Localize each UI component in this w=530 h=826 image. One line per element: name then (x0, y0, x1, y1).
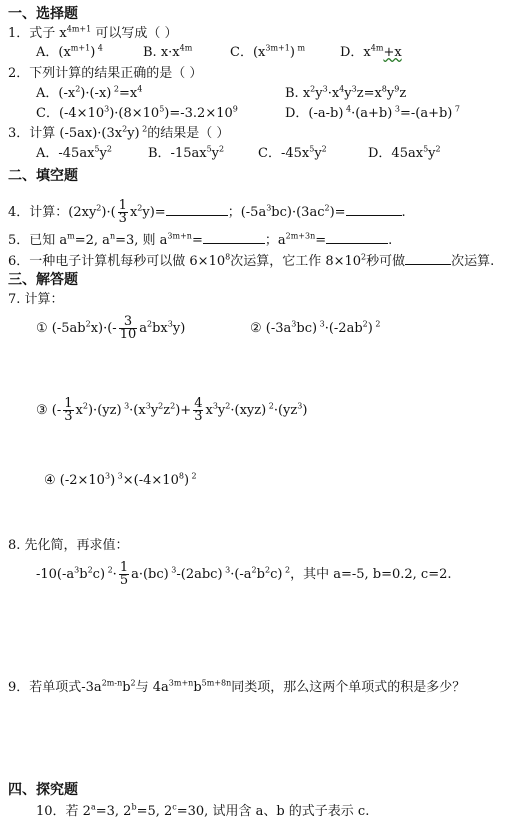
q2-option-c: C．$(-4\times 10^3)\cdot(8\times 10^5)=-3.2\times 10^9$ (36, 104, 238, 121)
q10-text: 10．若 $2^a=3$, $2^b=5$, $2^c=30$, 试用含 a、b 的式子表示 c. (36, 802, 370, 819)
q1-stem: 1．式子 $x^{4m+1}$ 可以写成（ ） (8, 24, 178, 41)
q2-stem: 2．下列计算的结果正确的是（ ） (8, 66, 203, 81)
q4-answer-blank-1[interactable] (166, 203, 228, 216)
q1-option-b: B. $x\cdot x^{4m}$ (143, 43, 193, 60)
q3-option-c: C．$-45x^5y^2$ (258, 144, 327, 161)
q7-stem: 7. 计算： (8, 292, 64, 307)
q6-answer-blank[interactable] (405, 252, 451, 265)
q2-option-b: B. $x^2y^3\cdot x^4y^3z=x^8y^9z$ (285, 84, 407, 101)
q3-stem: 3．计算 $(-5ax)\cdot(3x^2y)$ $^2$的结果是（ ） (8, 124, 230, 141)
section-heading-fill-in: 二、填空题 (8, 168, 78, 184)
q1-option-a: A．$(x^{m+1})$ $^4$ (36, 43, 103, 60)
q2-option-d: D．(-a-b) $^4$·(a+b) $^3$=-(a+b) $^7$ (285, 104, 461, 121)
q3-option-d: D．$45ax^5y^2$ (368, 144, 441, 161)
section-heading-explore: 四、探究题 (8, 782, 78, 798)
q7-part-4: ④ $(-2\times 10^3)$ $^3\times(-4\times 10^8)$ $^2$ (44, 471, 197, 488)
q3-option-b: B．$-15ax^5y^2$ (148, 144, 225, 161)
q1-option-c: C．$(x^{3m+1})$ $^m$ (230, 43, 306, 60)
q7-part-1: ① $(-5ab^2x)\cdot(-$ $\frac{3}{10}$ $a^2bx^3y$) (36, 314, 186, 342)
q2-option-a: A．$(-x^2)\cdot(-x)$ $^2=x^4$ (36, 84, 143, 101)
q1-option-d: D．$x^{4m}+x$ (340, 43, 402, 60)
q5-text: 5．已知 $a^m=2$, $a^n=3$, 则 $a^{3m+n}=$ ；$a^{2m+3n}=$ . (8, 231, 393, 248)
q8-stem: 8. 先化简，再求值： (8, 538, 129, 553)
q8-expression: $-10(-a^3b^2c)$ $^2$· $\frac{1}{5}$ a·(bc) $^3$-(2abc) $^3\cdot(-a^2b^2c)$ $^2$，其中 a=-5, b=0.2, c=2. (36, 560, 452, 588)
q7-part-3: ③ (- $\frac{1}{3}$ $x^2)\cdot(yz)$ $^3\cdot(x^3y^2z^2)+$ $\frac{4}{3}$ $x^3y^2\cdot(xyz)$ $^2\cdot(yz^3)$ (36, 396, 308, 424)
q4-text: 4．计算：$(2xy^2)\cdot$( $\frac{1}{3}$ $x^2y)=$ ；$(-5a^3bc)\cdot(3ac^2)=$ . (8, 198, 406, 226)
q5-answer-blank-2[interactable] (326, 231, 388, 244)
q3-option-a: A．$-45ax^5y^2$ (36, 144, 112, 161)
section-heading-choice: 一、选择题 (8, 6, 78, 22)
q6-text: 6．一种电子计算机每秒可以做 $6\times 10^8$次运算，它工作 $8\times 10^2$秒可做 次运算. (8, 252, 495, 269)
q9-text: 9．若单项式$-3a^{2m-n}b^2$与 $4a^{3m+n}b^{5m+8n}$同类项，那么这两个单项式的积是多少？ (8, 678, 466, 695)
q5-answer-blank-1[interactable] (203, 231, 265, 244)
q4-answer-blank-2[interactable] (346, 203, 402, 216)
q7-part-2: ② $(-3a^3bc)$ $^3\cdot(-2ab^2)$ $^2$ (250, 319, 381, 336)
section-heading-solve: 三、解答题 (8, 272, 78, 288)
